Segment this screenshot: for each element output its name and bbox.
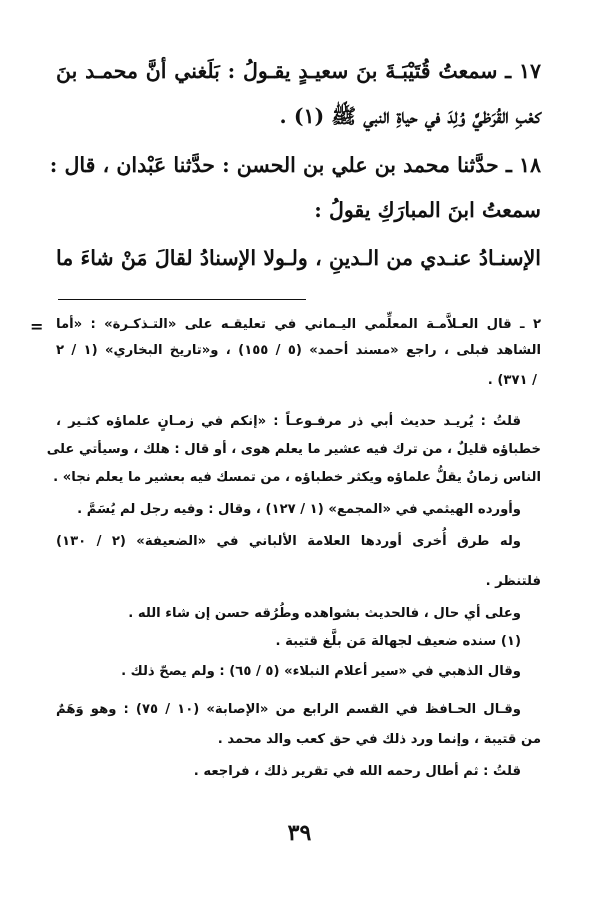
footnote-line: (١) سنده ضعيف لجهالة مَن بلَّغ قتيبة . [275, 634, 521, 649]
main-line-4: سمعتُ ابنَ المبارَكِ يقولُ : [314, 198, 541, 222]
footnote-line: قلتُ : ثم أطال رحمه الله في تقرير ذلك ، فراجعه . [193, 764, 521, 779]
footnote-line: وقال الذهبي في «سير أعلام النبلاء» (٥ / ٦٥) : ولم يصحّ ذلك . [121, 664, 521, 679]
main-line-3: ١٨ ـ حدَّثنا محمد بن علي بن الحسن : حدَّثنا عَبْدان ، قال : [49, 153, 541, 177]
footnote-line: وأورده الهيثمي في «المجمع» (١ / ١٢٧) ، وقال : وفيه رجل لم يُسَمَّ . [77, 502, 521, 517]
footnote-line: وعلى أي حال ، فالحديث بشواهده وطُرُقه حسن إن شاء الله . [128, 606, 521, 621]
footnote-line: فلتنظر . [485, 574, 541, 589]
footnote-line: ٢ ـ قال العـلاَّمـة المعلِّمي اليـماني في تعليقـه على «التـذكـرة» : «أما [56, 317, 541, 332]
main-line-2: كعْبِ القُرَظيَّ وُلِدَ في حياةِ النبي ﷺ (١) . [279, 104, 541, 128]
page-number: ٣٩ [287, 820, 312, 846]
footnote-line: الشاهد فبلى ، راجع «مسند أحمد» (٥ / ١٥٥) ، و«تاريخ البخاري» (١ / ٢ [56, 343, 541, 358]
footnote-continuation-mark: = [30, 317, 44, 336]
footnote-line: / ٣٧١) . [487, 373, 537, 388]
main-line-5: الإسنـادُ عنـدي من الـدينِ ، ولـولا الإسنادُ لقالَ مَنْ شاءَ ما [56, 246, 541, 270]
footnote-line: قلتُ : يُريـد حديث أبي ذر مرفـوعـاً : «إنكم في زمـانٍ علماؤه كثـير ، [56, 414, 521, 429]
footnote-line: وقـال الحـافظ في القسم الرابع من «الإصابة» (١٠ / ٧٥) : وهو وَهَمٌ [56, 702, 521, 717]
footnote-line: خطباؤه قليلٌ ، من ترك فيه عشير ما يعلم هوى ، أو قال : هلك ، وسيأتي على [46, 442, 541, 457]
footnote-separator [58, 299, 306, 300]
footnote-line: من قتيبة ، وإنما ورد ذلك في حق كعب والد محمد . [217, 732, 541, 747]
footnote-line: الناس زمانٌ يقلُّ علماؤه ويكثر خطباؤه ، من تمسك فيه بعشير ما يعلم نجا» . [53, 470, 541, 485]
main-line-1: ١٧ ـ سمعتُ قُتَيْبَـةَ بنَ سعيـدٍ يقـولُ : بَلَغني أنَّ محمـد بنَ [56, 59, 541, 83]
footnote-line: وله طرق أُخرى أوردها العلامة الألباني في «الضعيفة» (٢ / ١٣٠) [56, 534, 521, 549]
